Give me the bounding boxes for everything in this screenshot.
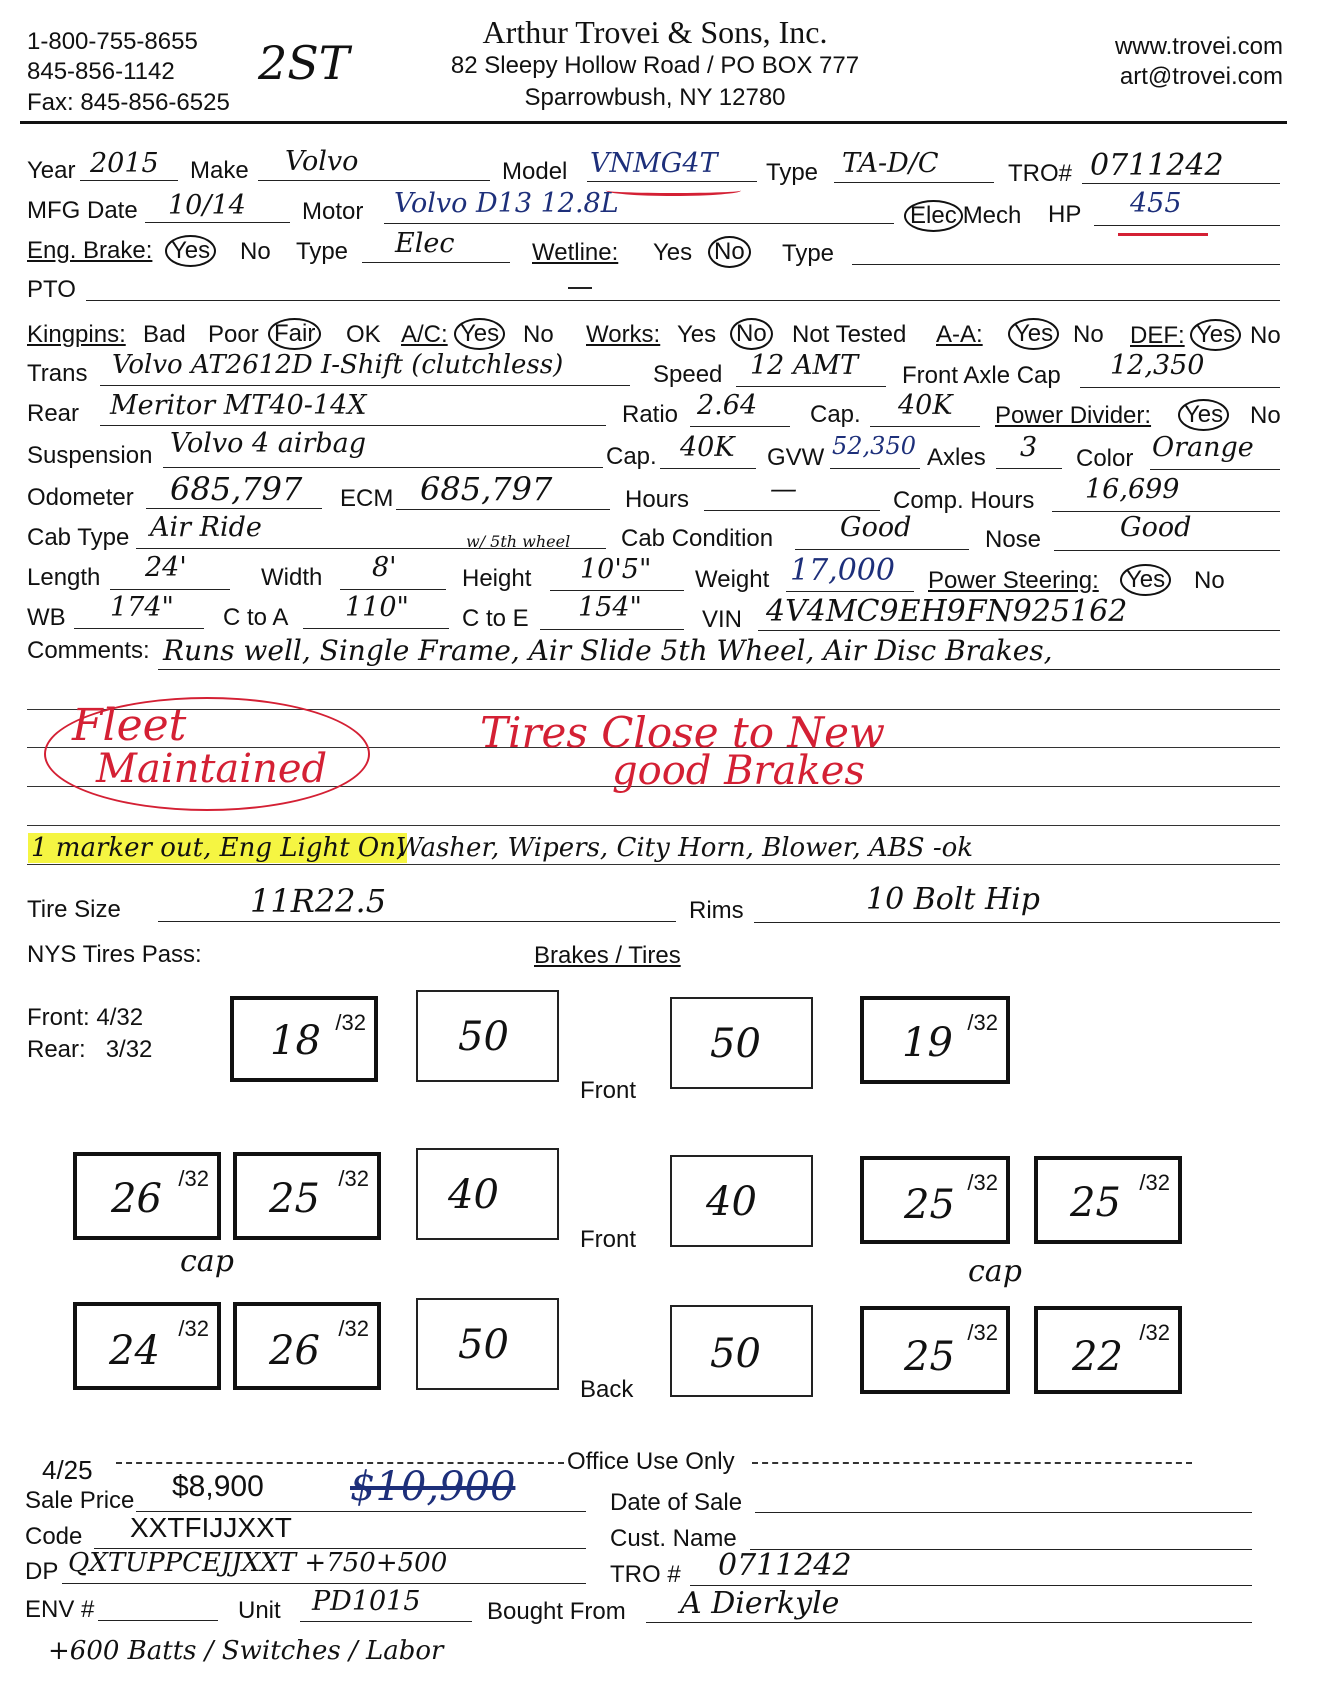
cap-note-right: cap (968, 1254, 1022, 1289)
def-no-option: No (1250, 322, 1281, 349)
eng-brake-label: Eng. Brake: (27, 237, 153, 264)
cab-condition-label: Cab Condition (621, 525, 774, 552)
nose-value: Good (1120, 512, 1192, 543)
comp-hours-value: 16,699 (1085, 474, 1180, 505)
fleet-note-1: Fleet (72, 700, 187, 751)
back-right-inner-tire-box (860, 1306, 1010, 1394)
works-yes-option: Yes (677, 321, 717, 348)
middle-row-label: Front (580, 1226, 637, 1253)
front-left-brake-value: 50 (458, 1014, 509, 1060)
pto-dash-mark (568, 287, 592, 289)
mid-right-inner-tire-value: 25 (904, 1182, 955, 1228)
eng-brake-type-label: Type (296, 238, 349, 265)
sale-price-label: Sale Price (25, 1487, 135, 1514)
front-axle-cap-value: 12,350 (1110, 350, 1205, 381)
wetline-label: Wetline: (532, 239, 619, 266)
mid-right-inner-tire-unit: /32 (967, 1170, 998, 1195)
ratio-value: 2.64 (697, 390, 758, 421)
ecm-label: ECM (340, 485, 394, 512)
axles-value: 3 (1020, 432, 1038, 463)
mid-left-inner-tire-box (233, 1152, 381, 1240)
back-right-inner-tire-value: 25 (904, 1334, 955, 1380)
power-steering-no-option: No (1194, 567, 1225, 594)
header-divider (20, 121, 1287, 124)
elec-mech-option (904, 200, 1021, 232)
axles-label: Axles (927, 444, 986, 471)
wb-label: WB (27, 604, 66, 631)
pto-label: PTO (27, 276, 76, 303)
aa-no-option: No (1073, 321, 1104, 348)
front-left-tire-value: 18 (270, 1018, 321, 1064)
cab-type-value: Air Ride (150, 512, 262, 543)
highlighted-note: 1 marker out, Eng Light On, (28, 833, 407, 863)
mid-right-outer-tire-unit: /32 (1139, 1170, 1170, 1195)
fax-number: Fax: 845-856-6525 (27, 89, 230, 116)
handwritten-code: 2ST (258, 36, 350, 90)
cust-name-label: Cust. Name (610, 1525, 737, 1552)
unit-label: Unit (238, 1597, 281, 1624)
wetline-no-option: No (708, 236, 751, 268)
aa-label: A-A: (936, 321, 983, 348)
color-value: Orange (1152, 432, 1254, 463)
front-tread-requirement: Front: 4/32 (27, 1004, 144, 1031)
kingpins-poor-option: Poor (208, 321, 259, 348)
date-of-sale-label: Date of Sale (610, 1489, 743, 1516)
hp-underline-mark (1118, 233, 1208, 236)
company-address-1: 82 Sleepy Hollow Road / PO BOX 777 (450, 52, 860, 79)
def-yes-option: Yes (1190, 319, 1241, 351)
ac-label: A/C: (401, 321, 448, 348)
front-axle-cap-label: Front Axle Cap (902, 362, 1061, 389)
back-left-outer-tire-unit: /32 (178, 1316, 209, 1341)
length-label: Length (27, 564, 101, 591)
website: www.trovei.com (1114, 33, 1283, 60)
hp-label: HP (1048, 201, 1082, 228)
wetline-type-label: Type (782, 240, 835, 267)
color-label: Color (1076, 445, 1134, 472)
unit-value: PD1015 (312, 1586, 421, 1617)
comments-label: Comments: (27, 637, 150, 664)
back-left-outer-tire-box (73, 1302, 221, 1390)
hours-value: — (770, 474, 797, 505)
suspension-value: Volvo 4 airbag (170, 428, 367, 459)
power-divider-no-option: No (1250, 402, 1281, 429)
suspension-label: Suspension (27, 442, 153, 469)
trans-label: Trans (27, 360, 88, 387)
c-to-a-label: C to A (223, 604, 289, 631)
comments-line-1: Runs well, Single Frame, Air Slide 5th Wheel, Air Disc Brakes, (163, 634, 1053, 667)
mid-left-brake-value: 40 (448, 1172, 499, 1218)
mid-left-outer-tire-box (73, 1152, 221, 1240)
dp-value: QXTUPPCEJJXXT +750+500 (68, 1548, 448, 1578)
kingpins-bad-option: Bad (143, 321, 186, 348)
motor-label: Motor (302, 198, 364, 225)
width-value: 8' (372, 552, 397, 583)
make-value: Volvo (285, 146, 359, 177)
mid-right-outer-tire-box (1034, 1156, 1182, 1244)
nys-tires-pass-label: NYS Tires Pass: (27, 941, 202, 968)
type-value: TA-D/C (842, 148, 939, 179)
mid-right-outer-tire-value: 25 (1070, 1180, 1121, 1226)
company-name: Arthur Trovei & Sons, Inc. (482, 14, 828, 50)
model-label: Model (502, 158, 568, 185)
rims-label: Rims (689, 897, 744, 924)
comp-hours-label: Comp. Hours (893, 487, 1035, 514)
height-label: Height (462, 565, 532, 592)
speed-value: 12 AMT (750, 350, 859, 381)
email: art@trovei.com (1119, 63, 1283, 90)
eng-brake-no-option: No (240, 238, 271, 265)
back-right-outer-tire-value: 22 (1072, 1334, 1123, 1380)
mech-option: Mech (962, 202, 1022, 229)
back-left-brake-box (416, 1298, 559, 1390)
tire-size-label: Tire Size (27, 896, 121, 923)
suspension-cap-value: 40K (680, 432, 735, 463)
mfg-date-value: 10/14 (168, 190, 246, 221)
elec-option: Elec (904, 200, 963, 232)
rear-tread-requirement: Rear: 3/32 (27, 1036, 153, 1063)
rear-cap-label: Cap. (810, 401, 861, 428)
back-left-inner-tire-value: 26 (269, 1328, 320, 1374)
model-value: VNMG4T (590, 148, 718, 179)
suspension-cap-label: Cap. (606, 443, 657, 470)
back-left-inner-tire-unit: /32 (338, 1316, 369, 1341)
back-right-outer-tire-box (1034, 1306, 1182, 1394)
c-to-a-value: 110" (345, 592, 409, 623)
sale-date-note: 4/25 (42, 1455, 93, 1485)
front-row-label: Front (580, 1077, 637, 1104)
front-right-tire-box (860, 996, 1010, 1084)
c-to-e-value: 154" (578, 592, 642, 623)
mid-right-brake-box (670, 1155, 813, 1247)
eng-brake-type-value: Elec (395, 228, 455, 259)
cab-type-label: Cab Type (27, 524, 130, 551)
rear-value: Meritor MT40-14X (110, 390, 367, 421)
mid-right-brake-value: 40 (706, 1179, 757, 1225)
mid-left-brake-box (416, 1148, 559, 1240)
mid-left-outer-tire-value: 26 (111, 1176, 162, 1222)
power-divider-label: Power Divider: (995, 402, 1152, 429)
back-left-inner-tire-box (233, 1302, 381, 1390)
power-steering-yes-option: Yes (1120, 564, 1171, 596)
hours-label: Hours (625, 486, 690, 513)
weight-label: Weight (695, 566, 770, 593)
front-right-tire-unit: /32 (967, 1010, 998, 1035)
tires-note-2: good Brakes (612, 748, 865, 794)
year-label: Year (27, 157, 76, 184)
make-label: Make (190, 157, 249, 184)
rims-value: 10 Bolt Hip (866, 882, 1040, 917)
type-label: Type (766, 159, 819, 186)
mid-right-inner-tire-box (860, 1156, 1010, 1244)
mfg-date-label: MFG Date (27, 197, 138, 224)
wb-value: 174" (110, 592, 174, 623)
height-note: w/ 5th wheel (466, 532, 571, 551)
nose-label: Nose (985, 526, 1042, 553)
ratio-label: Ratio (622, 401, 679, 428)
front-left-tire-unit: /32 (335, 1010, 366, 1035)
back-row-label: Back (580, 1376, 634, 1403)
vin-value: 4V4MC9EH9FN925162 (766, 594, 1128, 629)
back-right-outer-tire-unit: /32 (1139, 1320, 1170, 1345)
wetline-yes-option: Yes (653, 239, 693, 266)
motor-value: Volvo D13 12.8L (394, 188, 619, 219)
ac-yes-option: Yes (454, 318, 505, 350)
code-label: Code (25, 1523, 83, 1550)
back-right-brake-box (670, 1305, 813, 1397)
mid-left-outer-tire-unit: /32 (178, 1166, 209, 1191)
dp-label: DP (25, 1558, 59, 1585)
sale-price-value: $8,900 (172, 1470, 264, 1503)
brakes-tires-heading: Brakes / Tires (534, 942, 681, 969)
bought-from-label: Bought From (487, 1598, 626, 1625)
works-not-tested-option: Not Tested (792, 321, 907, 348)
tro-value: 0711242 (1090, 148, 1224, 183)
old-price-value: $10,900 (350, 1464, 516, 1510)
works-no-option: No (730, 318, 773, 350)
tires-note-1: Tires Close to New (480, 708, 885, 757)
kingpins-fair-option: Fair (268, 318, 321, 350)
weight-value: 17,000 (790, 553, 895, 588)
width-label: Width (261, 564, 323, 591)
front-left-brake-box (416, 990, 559, 1082)
phone-1: 1-800-755-8655 (27, 28, 198, 55)
gvw-label: GVW (767, 444, 825, 471)
mid-left-inner-tire-value: 25 (269, 1176, 320, 1222)
tro-label: TRO# (1008, 160, 1073, 187)
rear-cap-value: 40K (898, 390, 953, 421)
tro-number-label: TRO # (610, 1561, 681, 1588)
kingpins-ok-option: OK (346, 321, 381, 348)
length-value: 24' (145, 552, 187, 583)
vin-label: VIN (702, 606, 743, 633)
front-right-brake-box (670, 997, 813, 1089)
height-value: 10'5" (580, 554, 652, 585)
works-label: Works: (586, 321, 661, 348)
power-divider-yes-option: Yes (1178, 399, 1229, 431)
back-right-brake-value: 50 (710, 1331, 761, 1377)
env-label: ENV # (25, 1596, 95, 1623)
front-right-tire-value: 19 (902, 1020, 953, 1066)
footer-note: +600 Batts / Switches / Labor (48, 1636, 444, 1666)
front-right-brake-value: 50 (710, 1021, 761, 1067)
cap-note-left: cap (180, 1244, 234, 1279)
office-use-heading: Office Use Only (567, 1448, 735, 1475)
odometer-label: Odometer (27, 484, 134, 511)
code-value: XXTFIJJXXT (130, 1512, 292, 1543)
back-left-brake-value: 50 (458, 1322, 509, 1368)
speed-label: Speed (653, 361, 723, 388)
tire-size-value: 11R22.5 (250, 882, 387, 920)
odometer-value: 685,797 (170, 470, 303, 508)
year-value: 2015 (90, 148, 159, 179)
fleet-note-2: Maintained (96, 746, 328, 792)
rear-label: Rear (27, 400, 80, 427)
trans-value: Volvo AT2612D I-Shift (clutchless) (112, 350, 564, 380)
c-to-e-label: C to E (462, 605, 529, 632)
ecm-value: 685,797 (420, 470, 553, 508)
aa-yes-option: Yes (1008, 318, 1059, 350)
eng-brake-yes-option: Yes (165, 235, 216, 267)
def-label: DEF: (1130, 322, 1185, 349)
back-left-outer-tire-value: 24 (109, 1328, 160, 1374)
kingpins-label: Kingpins: (27, 321, 126, 348)
comments-rest: Washer, Wipers, City Horn, Blower, ABS -ok (396, 833, 974, 863)
phone-2: 845-856-1142 (27, 58, 175, 85)
ac-no-option: No (523, 321, 554, 348)
company-address-2: Sparrowbush, NY 12780 (524, 84, 786, 111)
bought-from-value: A Dierkyle (680, 1586, 840, 1621)
mid-left-inner-tire-unit: /32 (338, 1166, 369, 1191)
gvw-value: 52,350 (832, 432, 916, 460)
cab-condition-value: Good (840, 512, 912, 543)
tro-number-value: 0711242 (718, 1548, 852, 1583)
hp-value: 455 (1130, 188, 1182, 219)
model-underline-mark (606, 185, 741, 196)
back-right-inner-tire-unit: /32 (967, 1320, 998, 1345)
front-left-tire-box (230, 996, 378, 1082)
power-steering-label: Power Steering: (928, 567, 1099, 594)
